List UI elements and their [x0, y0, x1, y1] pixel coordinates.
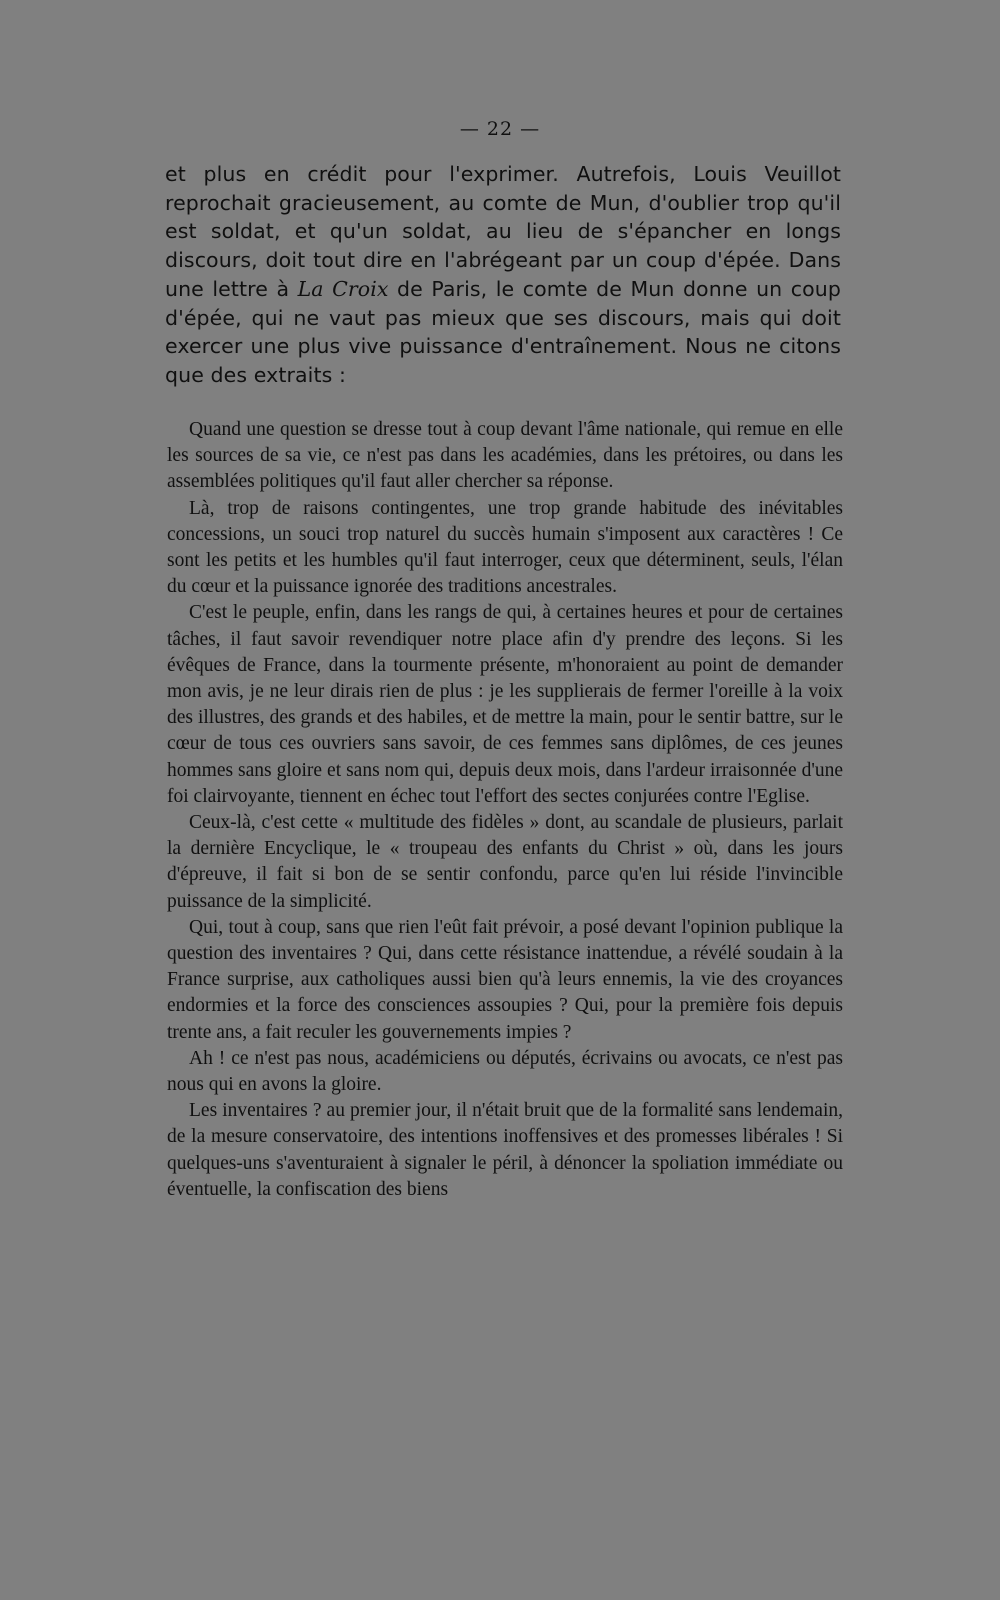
- newspaper-title: La Croix: [297, 276, 389, 301]
- quote-paragraph: Ah ! ce n'est pas nous, académiciens ou députés, écrivains ou avocats, ce n'est pas nous qui en avons la gloire.: [167, 1047, 843, 1096]
- intro-text-before-title: et plus en crédit pour l'exprimer. Autrefois, Louis Veuillot reprochait gracieusement, au comte de Mun, d'oublier trop qu'il est soldat, et qu'un soldat, au lieu de s'épancher en longs discours, doit tout dire en l'abrégeant par un coup d'épée. Dans une lettre à: [165, 162, 841, 301]
- quoted-letter: [167, 417, 843, 1203]
- quote-paragraph: Là, trop de raisons contingentes, une trop grande habitude des inévitables concessions, un souci trop naturel du succès humain s'imposent aux caractères ! Ce sont les petits et les humbles qu'il faut interroger, ceux que déterminent, seuls, l'élan du cœur et la puissance ignorée des traditions ancestrales.: [167, 497, 843, 598]
- quote-paragraph: Les inventaires ? au premier jour, il n'était bruit que de la formalité sans lendemain, de la mesure conservatoire, des intentions inoffensives et des promesses libérales ! Si quelques-uns s'aventuraient à signaler le péril, à dénoncer la spoliation immédiate ou éventuelle, la confiscation des biens: [167, 1100, 843, 1200]
- quote-paragraph: C'est le peuple, enfin, dans les rangs de qui, à certaines heures et pour de certaines tâches, il faut savoir revendiquer notre place afin d'y prendre des leçons. Si les évêques de France, dans la tourmente présente, m'honoraient au point de demander mon avis, je ne leur dirais rien de plus : je les supplierais de fermer l'oreille à la voix des illustres, des grands et des habiles, et de mettre la main, pour le sentir battre, sur le cœur de tous ces ouvriers sans savoir, de ces femmes sans diplômes, de ces jeunes hommes sans gloire et sans nom qui, depuis deux mois, dans l'ardeur irraisonnée d'une foi clairvoyante, tiennent en échec tout l'effort des sectes conjurées contre l'Eglise.: [167, 602, 843, 807]
- page-number: — 22 —: [459, 118, 541, 140]
- quote-paragraph: Quand une question se dresse tout à coup devant l'âme nationale, qui remue en elle les sources de sa vie, ce n'est pas dans les académies, dans les prétoires, ou dans les assemblées politiques qu'il faut aller chercher sa réponse.: [167, 419, 843, 493]
- quote-paragraph: Qui, tout à coup, sans que rien l'eût fait prévoir, a posé devant l'opinion publique la question des inventaires ? Qui, dans cette résistance inattendue, a révélé soudain à la France surprise, aux catholiques aussi bien qu'à leurs ennemis, la vie des croyances endormies et la force des consciences assoupies ? Qui, pour la première fois depuis trente ans, a fait reculer les gouvernements impies ?: [167, 916, 843, 1043]
- intro-text-after-title: de Paris, le comte de Mun donne un coup d'épée, qui ne vaut pas mieux que ses discours, mais qui doit exercer une plus vive puissance d'entraînement. Nous ne citons que des extraits :: [165, 276, 841, 387]
- quote-paragraph: Ceux-là, c'est cette « multitude des fidèles » dont, au scandale de plusieurs, parlait la dernière Encyclique, le « troupeau des enfants du Christ » où, dans les jours d'épreuve, il fait si bon de se sentir confondu, parce qu'en lui réside l'invincible puissance de la simplicité.: [167, 812, 843, 912]
- intro-text: [165, 160, 841, 390]
- intro-paragraph: [165, 160, 841, 390]
